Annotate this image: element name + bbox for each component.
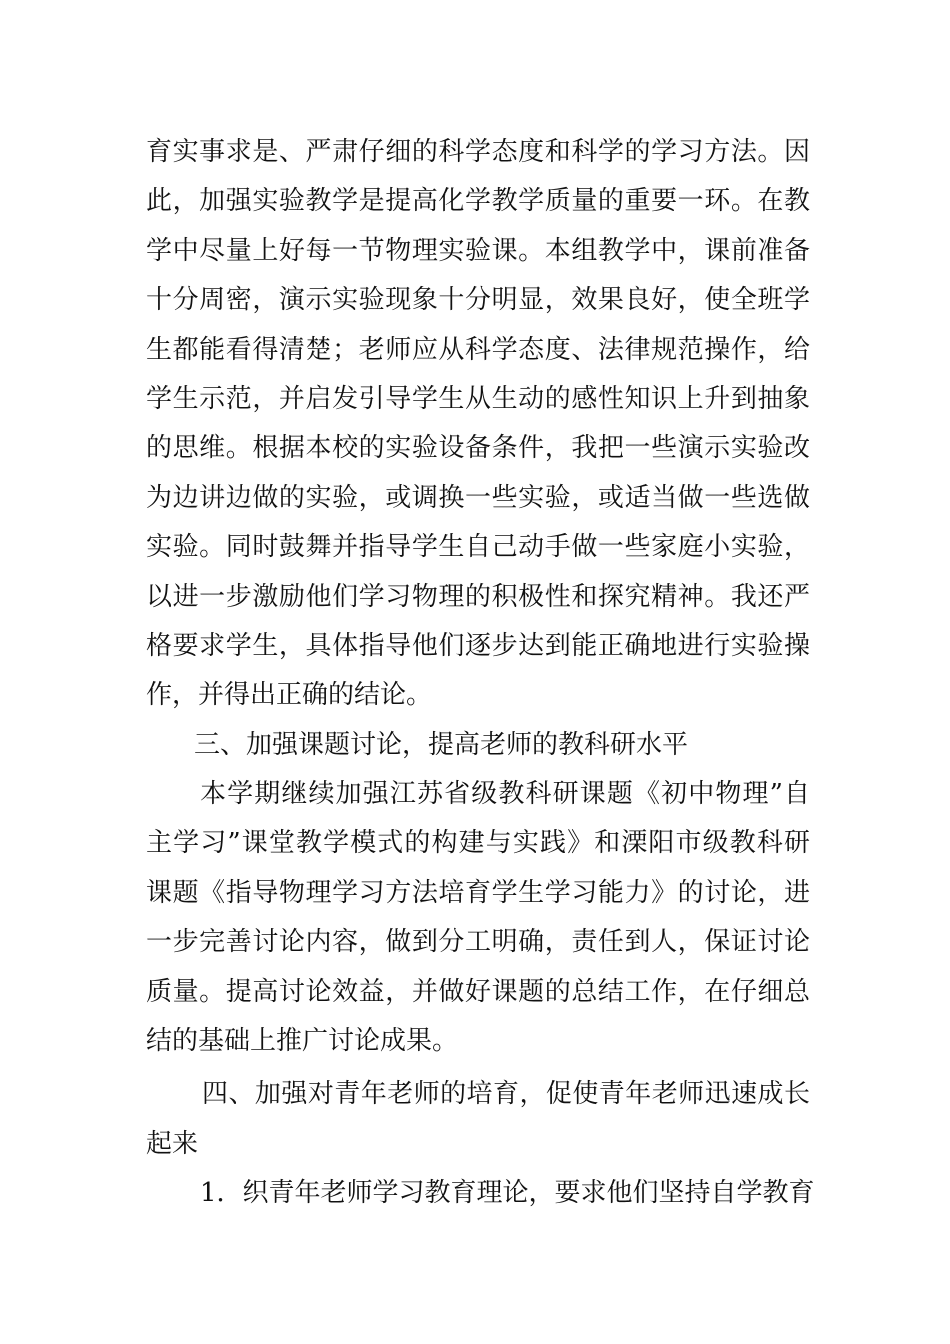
text-line: 学中尽量上好每一节物理实验课。本组教学中，课前准备 bbox=[146, 235, 810, 266]
section-research bbox=[146, 721, 810, 1067]
section-heading: 三、加强课题讨论，提高老师的教科研水平 bbox=[194, 729, 689, 760]
text-line: 实验。同时鼓舞并指导学生自己动手做一些家庭小实验， bbox=[146, 532, 810, 563]
text-line: 学生示范，并启发引导学生从生动的感性知识上升到抽象 bbox=[146, 383, 810, 414]
document-body bbox=[146, 128, 815, 1219]
text-line: 为边讲边做的实验，或调换一些实验，或适当做一些选做 bbox=[146, 482, 810, 513]
text-line: 一步完善讨论内容，做到分工明确，责任到人，保证讨论 bbox=[146, 927, 810, 958]
text-line: 质量。提高讨论效益，并做好课题的总结工作，在仔细总 bbox=[146, 976, 810, 1007]
text-line: 课题《指导物理学习方法培育学生学习能力》的讨论，进 bbox=[146, 877, 810, 908]
paragraph-experiment-teaching bbox=[146, 128, 810, 721]
text-line: 1．织青年老师学习教育理论，要求他们坚持自学教育 bbox=[200, 1178, 815, 1209]
text-line: 本学期继续加强江苏省级教科研课题《初中物理”自 bbox=[200, 779, 810, 810]
text-line: 生都能看得清楚；老师应从科学态度、法律规范操作，给 bbox=[146, 334, 810, 365]
section-young-teachers bbox=[146, 1070, 815, 1218]
text-line: 作，并得出正确的结论。 bbox=[146, 680, 433, 711]
text-line: 的思维。根据本校的实验设备条件，我把一些演示实验改 bbox=[146, 433, 810, 464]
text-line: 育实事求是、严肃仔细的科学态度和科学的学习方法。因 bbox=[146, 137, 810, 167]
section-heading: 四、加强对青年老师的培育，促使青年老师迅速成长 bbox=[202, 1079, 810, 1110]
text-line: 结的基础上推广讨论成果。 bbox=[146, 1026, 459, 1057]
text-line: 十分周密，演示实验现象十分明显，效果良好，使全班学 bbox=[146, 285, 810, 316]
text-line: 此，加强实验教学是提高化学教学质量的重要一环。在教 bbox=[146, 186, 810, 217]
text-line: 格要求学生，具体指导他们逐步达到能正确地进行实验操 bbox=[146, 630, 810, 661]
text-line: 主学习”课堂教学模式的构建与实践》和溧阳市级教科研 bbox=[146, 828, 810, 859]
text-line: 以进一步激励他们学习物理的积极性和探究精神。我还严 bbox=[146, 581, 810, 612]
section-heading-continued: 起来 bbox=[146, 1128, 199, 1159]
